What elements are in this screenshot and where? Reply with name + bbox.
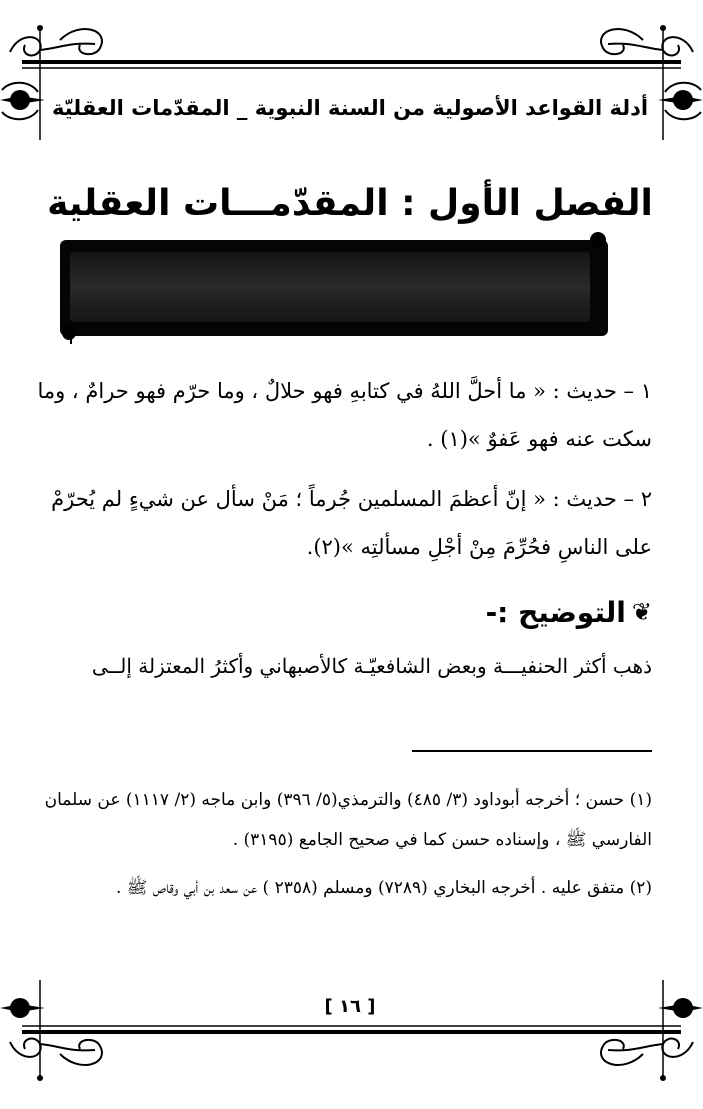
tawdih-heading: [380, 590, 652, 634]
banner-curl-bottom: [62, 326, 76, 340]
ornament-icon: ❦: [631, 598, 652, 626]
footnote-rule: [412, 750, 652, 752]
hadith-1: ١ – حديث : « ما أحلَّ اللهُ في كتابهِ فهو حلالٌ ، وما حرّم فهو حرامٌ ، وما سكت عنه فهو عَفوٌ »(١) .: [37, 379, 652, 451]
banner-rod: [70, 330, 72, 344]
chapter-title: الفصل الأول : المقدّمـــات العقلية: [47, 182, 653, 224]
footnote-2: (٢) متفق عليه . أخرجه البخاري (٧٢٨٩) ومسلم (٢٣٥٨ ) عن سعد بن أبي وقاص ﷺ .: [115, 878, 652, 898]
tawdih-heading-label: التوضيح :-: [485, 595, 626, 629]
hadith-2: ٢ – حديث : « إنّ أعظمَ المسلمين جُرماً ؛ مَنْ سأل عن شيءٍ لم يُحرّمْ على الناسِ فحُرِّمَ مِنْ أجْلِ مسألتِه »(٢).: [51, 487, 652, 559]
title-banner-inner: [70, 252, 590, 322]
tawdih-body: ذهب أكثر الحنفيـــة وبعض الشافعيّـة كالأصبهاني وأكثرُ المعتزلة إلــى: [91, 654, 652, 678]
banner-curl-top: [590, 232, 606, 248]
running-header: أدلة القواعد الأصولية من السنة النبوية _ المقدّمات العقليّة: [51, 96, 649, 120]
footnote-1: (١) حسن ؛ أخرجه أبوداود (٣/ ٤٨٥) والترمذي(٥/ ٣٩٦) وابن ماجه (٢/ ١١١٧) عن سلمان الفارسي ﷺ ، وإسناده حسن كما في صحيح الجامع (٣١٩٥) .: [44, 790, 652, 850]
page-number: [ ١٦ ]: [324, 996, 376, 1017]
